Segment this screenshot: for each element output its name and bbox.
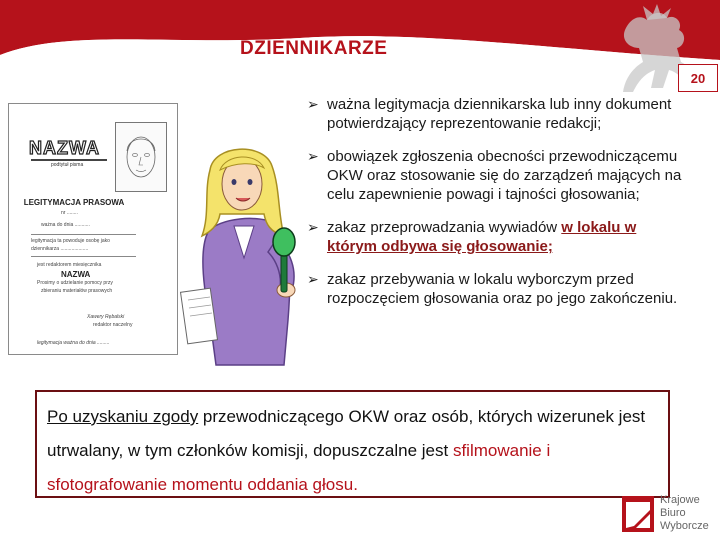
bullet-text: ważna legitymacja dziennikarska lub inny dokument potwierdzający reprezentowanie redakcji; xyxy=(327,96,672,132)
arrow-bullet-icon: ➢ xyxy=(307,271,319,287)
kbw-logo-line: Wyborcze xyxy=(660,520,709,532)
consent-highlight: sfilmowanie i sfotografowanie momentu oddania głosu. xyxy=(47,441,551,494)
card-line: nr ........ xyxy=(61,210,78,216)
kbw-logo xyxy=(620,492,720,540)
card-line: Prosimy o udzielanie pomocy przy xyxy=(37,280,113,286)
consent-box xyxy=(35,390,670,498)
bullet-item-report-to-chair xyxy=(305,147,685,204)
arrow-bullet-icon: ➢ xyxy=(307,148,319,164)
page-number: 20 xyxy=(678,64,718,92)
card-line: Xawery Rębalski xyxy=(87,314,125,320)
consent-text: przewodniczącego OKW oraz osób, których wizerunek jest utrwalany, w tym członków komisji, dopuszczalne jest xyxy=(47,407,646,460)
arrow-bullet-icon: ➢ xyxy=(307,219,319,235)
kbw-mark-icon xyxy=(622,496,654,532)
card-bottom-name: NAZWA xyxy=(61,270,91,279)
press-card-illustration xyxy=(8,103,178,355)
card-rule xyxy=(31,234,136,235)
card-line: zbieraniu materiałów prasowych xyxy=(41,288,113,294)
card-heading: LEGITYMACJA PRASOWA xyxy=(23,198,125,207)
bullet-text: obowiązek zgłoszenia obecności przewodniczącemu OKW oraz stosowanie się do zarządzeń mających na celu zapewnienie powagi i tajności głosowania; xyxy=(327,148,682,203)
kbw-logo-line: Biuro xyxy=(660,507,686,519)
bullet-text: zakaz przebywania w lokalu wyborczym przed rozpoczęciem głosowania oraz po jego zakończeniu. xyxy=(327,271,678,307)
arrow-bullet-icon: ➢ xyxy=(307,96,319,112)
card-line: jest redaktorem miesięcznika xyxy=(37,262,102,268)
bullet-item-no-interviews xyxy=(305,218,685,256)
face-sketch-icon xyxy=(116,123,166,191)
kbw-logo-line: Krajowe xyxy=(660,494,700,506)
card-logo-subtitle: podtytuł pisma xyxy=(51,162,84,168)
bullet-item-id-document xyxy=(305,95,685,133)
bullet-text: zakaz przeprowadzania wywiadów xyxy=(327,219,562,236)
bullet-item-no-presence xyxy=(305,270,685,308)
card-logo-underline xyxy=(31,159,107,161)
card-line: legitymacja ważna do dnia ......... xyxy=(37,340,110,346)
card-rule xyxy=(31,256,136,257)
bullet-list xyxy=(305,95,685,322)
card-line: dziennikarza .................... xyxy=(31,246,89,252)
bullet-text-emphasis: w lokalu w którym odbywa się głosowanie; xyxy=(327,219,637,255)
card-line: ważna do dnia ........... xyxy=(41,222,90,228)
consent-underlined: Po uzyskaniu zgody xyxy=(47,407,199,426)
kbw-logo-text xyxy=(660,494,709,533)
card-line: legitymacja ta powoduje osobę jako xyxy=(31,238,110,244)
card-line: redaktor naczelny xyxy=(93,322,133,328)
card-photo xyxy=(115,122,167,192)
card-logo-text: NAZWA xyxy=(29,138,100,158)
slide-title: DZIENNIKARZE xyxy=(240,38,388,59)
